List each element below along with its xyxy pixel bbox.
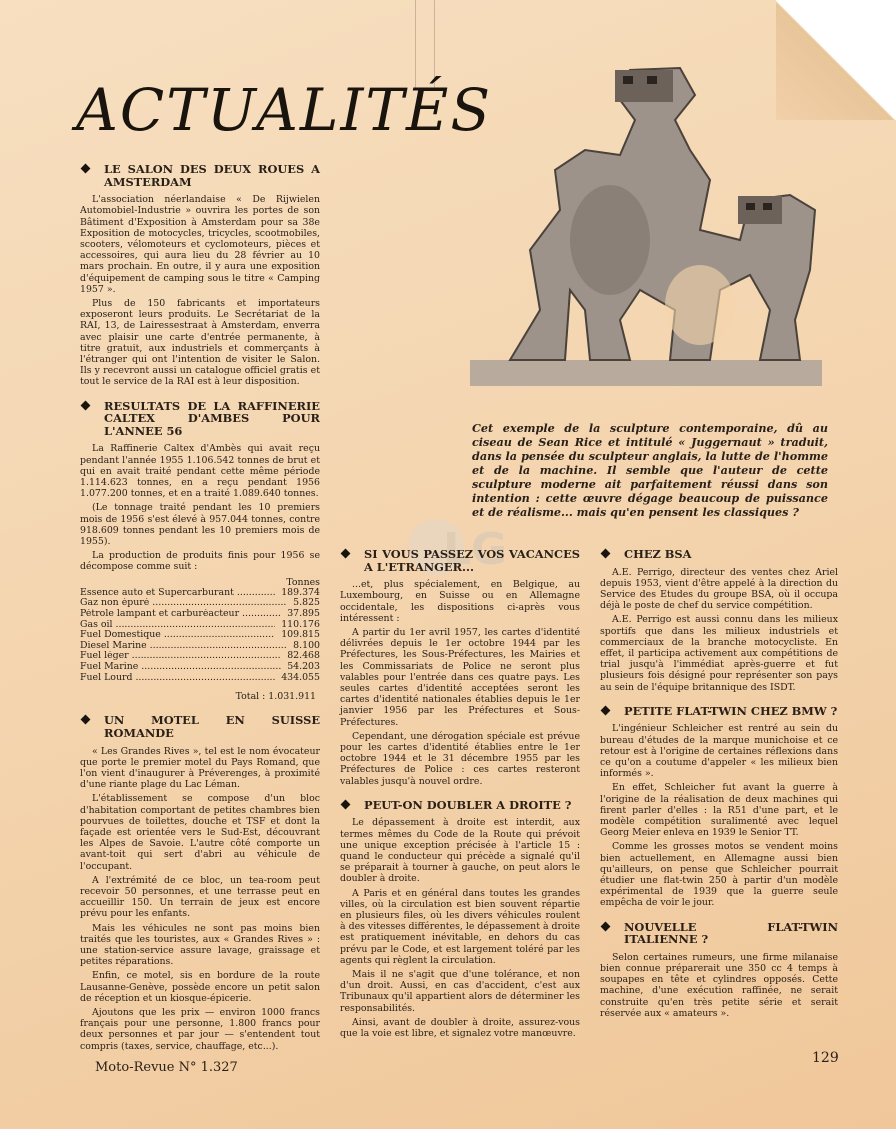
italienne-paragraph: Selon certaines rumeurs, une firme milanaise bien connue préparerait une 350 cc 4 temps à soupapes en tête et cylindres opposés. Cette machine, d'une exécution raffinée, ne serait construite qu'en très petite série et serait réservée aux « amateurs ». bbox=[600, 951, 838, 1019]
doubler-paragraph: Ainsi, avant de doubler à droite, assurez-vous que la voie est libre, et signalez votre manœuvre. bbox=[340, 1016, 580, 1040]
motel-paragraph: L'établissement se compose d'un bloc d'habitation comportant de petites chambres bien pourvues de toilettes, douche et TSF et dont la façade est orientée vers le Sud-Est, découvrant les Alpes de Savoie. L'autre côté comporte un avant-toit qui sert d'abri au véhicule de l'occupant. bbox=[80, 793, 320, 872]
table-row-value: 37.895 bbox=[287, 608, 320, 620]
table-row-label: Essence auto et Supercarburant ..... bbox=[80, 588, 275, 599]
table-row-value: 8.100 bbox=[293, 639, 320, 651]
doubler-paragraph: A Paris et en général dans toutes les grandes villes, où la circulation est bien souvent répartie en plusieurs files, où les divers véhicules roulent à des vitesses différentes, le dépassement à droite est pratiquement inévitable, en dehors du cas prévu par le Code, et est largement toléré par les agents qui règlent la circulation. bbox=[340, 887, 580, 966]
caltex-paragraph: (Le tonnage traité pendant les 10 premiers mois de 1956 s'est élevé à 957.044 tonnes, contre 918.609 tonnes pendant les 10 premiers mois de 1955). bbox=[80, 502, 320, 548]
table-row-value: 434.055 bbox=[281, 671, 320, 683]
heading-salon: LE SALON DES DEUX ROUES A AMSTERDAM bbox=[80, 163, 320, 188]
table-total: Total : 1.031.911 bbox=[235, 691, 316, 703]
table-unit: Tonnes bbox=[286, 576, 320, 588]
motel-paragraph: A l'extrémité de ce bloc, un tea-room peut recevoir 50 personnes, et une terrasse peut en accueillir 150. Un terrain de jeux est encore prévu pour les enfants. bbox=[80, 874, 320, 920]
bmw-paragraph: L'ingénieur Schleicher est rentré au sein du bureau d'études de la marque munichoise et ce retour est à l'origine de certaines réflexions dans ce qu'on a coutume d'appeler « les milieux bien informés ». bbox=[600, 723, 838, 780]
vacances-paragraph: ...et, plus spécialement, en Belgique, au Luxembourg, en Suisse ou en Allemagne occidentale, les dispositions ci-après vous intéressent : bbox=[340, 579, 580, 624]
salon-paragraph: Plus de 150 fabricants et importateurs exposeront leurs produits. Le Secrétariat de la RAI, 13, de Lairessestraat à Amsterdam, enverra avec plaisir une carte d'entrée permanente, à titre gratuit, aux industriels et commerçants à l'étranger qui ont l'intention de visiter le Salon. Ils y recevront aussi un catalogue officiel gratis et tout le service de la RAI est à leur disposition. bbox=[80, 298, 320, 388]
photo-caption: Cet exemple de la sculpture contemporaine, dû au ciseau de Sean Rice et intitulé « Juggernaut » traduit, dans la pensée du sculpteur anglais, la lutte de l'homme et de la machine. Il semble que l'auteur de cette sculpture moderne ait parfaitement réussi dans son intention : cette œuvre dégage beaucoup de puissance et de réalisme... mais qu'en pensent les classiques ? bbox=[472, 421, 828, 519]
caltex-paragraph: La Raffinerie Caltex d'Ambès qui avait reçu pendant l'année 1955 1.106.542 tonnes de brut et qui en avait traité pendant cette même période 1.114.623 tonnes, en a reçu pendant 1956 1.077.200 tonnes, et en a traité 1.089.640 tonnes. bbox=[80, 443, 320, 500]
table-row-value: 189.374 bbox=[281, 586, 320, 598]
diamond-bullet-icon bbox=[81, 400, 91, 410]
table-row-value: 54.203 bbox=[287, 661, 320, 673]
salon-paragraph: L'association néerlandaise « De Rijwielen Automobiel-Industrie » ouvrira les portes de son Bâtiment d'Exposition à Amsterdam pour sa 38e Exposition de motocycles, tricycles, scootmobiles, scooters, vélomoteurs et cyclomoteurs, pièces et accessoires, qui aura lieu du 28 février au 10 mars prochain. En outre, il y aura une exposition d'équipement de camping sous le titre « Camping 1957 ». bbox=[80, 194, 320, 295]
heading-bsa: CHEZ BSA bbox=[600, 548, 838, 561]
diamond-bullet-icon bbox=[601, 921, 611, 931]
table-row-label: Pétrole lampant et carburéacteur ..... bbox=[80, 609, 281, 620]
table-row-label: Fuel Domestique ..... bbox=[80, 630, 275, 641]
table-row-value: 82.468 bbox=[287, 650, 320, 662]
table-row-value: 5.825 bbox=[293, 597, 320, 609]
diamond-bullet-icon bbox=[601, 549, 611, 559]
diamond-bullet-icon bbox=[81, 715, 91, 725]
caltex-paragraph: La production de produits finis pour 1956 se décompose comme suit : bbox=[80, 550, 320, 573]
table-row bbox=[80, 588, 320, 599]
bsa-paragraph: A.E. Perrigo, directeur des ventes chez Ariel depuis 1953, vient d'être appelé à la direction du Service des Etudes du groupe BSA, où il occupa déjà le poste de chef du service compétition. bbox=[600, 566, 838, 612]
table-row-label: Diesel Marine ..... bbox=[80, 641, 287, 652]
table-row-label: Fuel léger ..... bbox=[80, 651, 281, 662]
column-left bbox=[80, 163, 320, 1055]
heading-bmw: PETITE FLAT-TWIN CHEZ BMW ? bbox=[600, 705, 838, 718]
doubler-paragraph: Le dépassement à droite est interdit, aux termes mêmes du Code de la Route qui prévoit une unique exception précisée à l'article 15 : quand le conducteur qui précède a signalé qu'il se préparait à tourner à gauche, on peut alors le doubler à droite. bbox=[340, 817, 580, 885]
bmw-paragraph: Comme les grosses motos se vendent moins bien actuellement, en Allemagne aussi bien qu'ailleurs, on pense que Schleicher pourrait étudier une flat-twin 250 à partir d'un modèle expérimental de 1939 que la guerre seule empêcha de voir le jour. bbox=[600, 841, 838, 909]
motel-paragraph: Mais les véhicules ne sont pas moins bien traités que les touristes, aux « Grandes Rives » : une station-service assure lavage, graissage et petites réparations. bbox=[80, 922, 320, 968]
table-row bbox=[80, 673, 320, 684]
diamond-bullet-icon bbox=[601, 705, 611, 715]
diamond-bullet-icon bbox=[81, 164, 91, 174]
production-table bbox=[80, 577, 320, 703]
sculpture-photo bbox=[470, 60, 822, 390]
column-middle bbox=[340, 548, 580, 1042]
diamond-bullet-icon bbox=[341, 549, 351, 559]
page-number: 129 bbox=[812, 1050, 839, 1066]
table-row-label: Fuel Lourd ..... bbox=[80, 673, 275, 684]
motel-paragraph: Ajoutons que les prix — environ 1000 francs français pour une personne, 1.800 francs pour deux personnes et par jour — s'entendent tout compris (taxes, service, chauffage, etc...). bbox=[80, 1007, 320, 1052]
svg-text:LG: LG bbox=[443, 524, 508, 575]
heading-motel: UN MOTEL EN SUISSE ROMANDE bbox=[80, 714, 320, 739]
motel-paragraph: « Les Grandes Rives », tel est le nom évocateur que porte le premier motel du Pays Romand, que l'on vient d'inaugurer à Préverenges, à proximité d'une riante plage du Lac Léman. bbox=[80, 745, 320, 791]
table-row bbox=[80, 598, 320, 609]
vacances-paragraph: A partir du 1er avril 1957, les cartes d'identité délivrées depuis le 1er octobre 1944 par les Préfectures, les Sous-Préfectures, les Mairies et les Commissariats de Police ne seront plus valables pour l'entrée dans ces quatre pays. Les seules cartes d'identité acceptées seront les cartes d'identité nationales établies depuis le 1er janvier 1956 par les Préfectures et Sous-Préfectures. bbox=[340, 627, 580, 728]
column-right bbox=[600, 548, 838, 1022]
table-row-value: 109.815 bbox=[281, 629, 320, 641]
table-row-label: Gas oil ..... bbox=[80, 620, 275, 631]
heading-italienne: NOUVELLE FLAT-TWIN ITALIENNE ? bbox=[600, 921, 838, 946]
table-row bbox=[80, 630, 320, 641]
table-row-label: Gaz non épuré ..... bbox=[80, 598, 287, 609]
diamond-bullet-icon bbox=[341, 799, 351, 809]
heading-doubler: PEUT-ON DOUBLER A DROITE ? bbox=[340, 799, 580, 812]
bmw-paragraph: En effet, Schleicher fut avant la guerre à l'origine de la réalisation de deux machines qui firent parler d'elles : la R51 d'une part, et le modèle compétition suralimenté avec lequel Georg Meier enleva en 1939 le Senior TT. bbox=[600, 782, 838, 839]
motel-paragraph: Enfin, ce motel, sis en bordure de la route Lausanne-Genève, possède encore un petit salon de réception et un kiosque-épicerie. bbox=[80, 970, 320, 1004]
heading-caltex: RESULTATS DE LA RAFFINERIE CALTEX D'AMBES POUR L'ANNEE 56 bbox=[80, 400, 320, 438]
magazine-issue: Moto-Revue N° 1.327 bbox=[95, 1060, 238, 1075]
vacances-paragraph: Cependant, une dérogation spéciale est prévue pour les cartes d'identité établies entre le 1er octobre 1944 et le 31 décembre 1955 par les Préfectures de Police : ces cartes resteront valables jusqu'à nouvel ordre. bbox=[340, 730, 580, 787]
heading-vacances: SI VOUS PASSEZ VOS VACANCES A L'ETRANGER... bbox=[340, 548, 580, 573]
table-row bbox=[80, 651, 320, 662]
table-row-value: 110.176 bbox=[281, 618, 320, 630]
bsa-paragraph: A.E. Perrigo est aussi connu dans les milieux sportifs que dans les milieux industriels et commerciaux de la branche motocycliste. En effet, il participa activement aux compétitions de trial jusqu'à l'immédiat après-guerre et fut plusieurs fois désigné pour représenter son pays au sein de l'équipe britannique des ISDT. bbox=[600, 614, 838, 693]
page-title: ACTUALITÉS bbox=[76, 76, 493, 144]
doubler-paragraph: Mais il ne s'agit que d'une tolérance, et non d'un droit. Aussi, en cas d'accident, c'est aux Tribunaux qu'il appartient alors de déterminer les responsabilités. bbox=[340, 969, 580, 1014]
table-row-label: Fuel Marine ..... bbox=[80, 662, 281, 673]
table-row bbox=[80, 641, 320, 652]
